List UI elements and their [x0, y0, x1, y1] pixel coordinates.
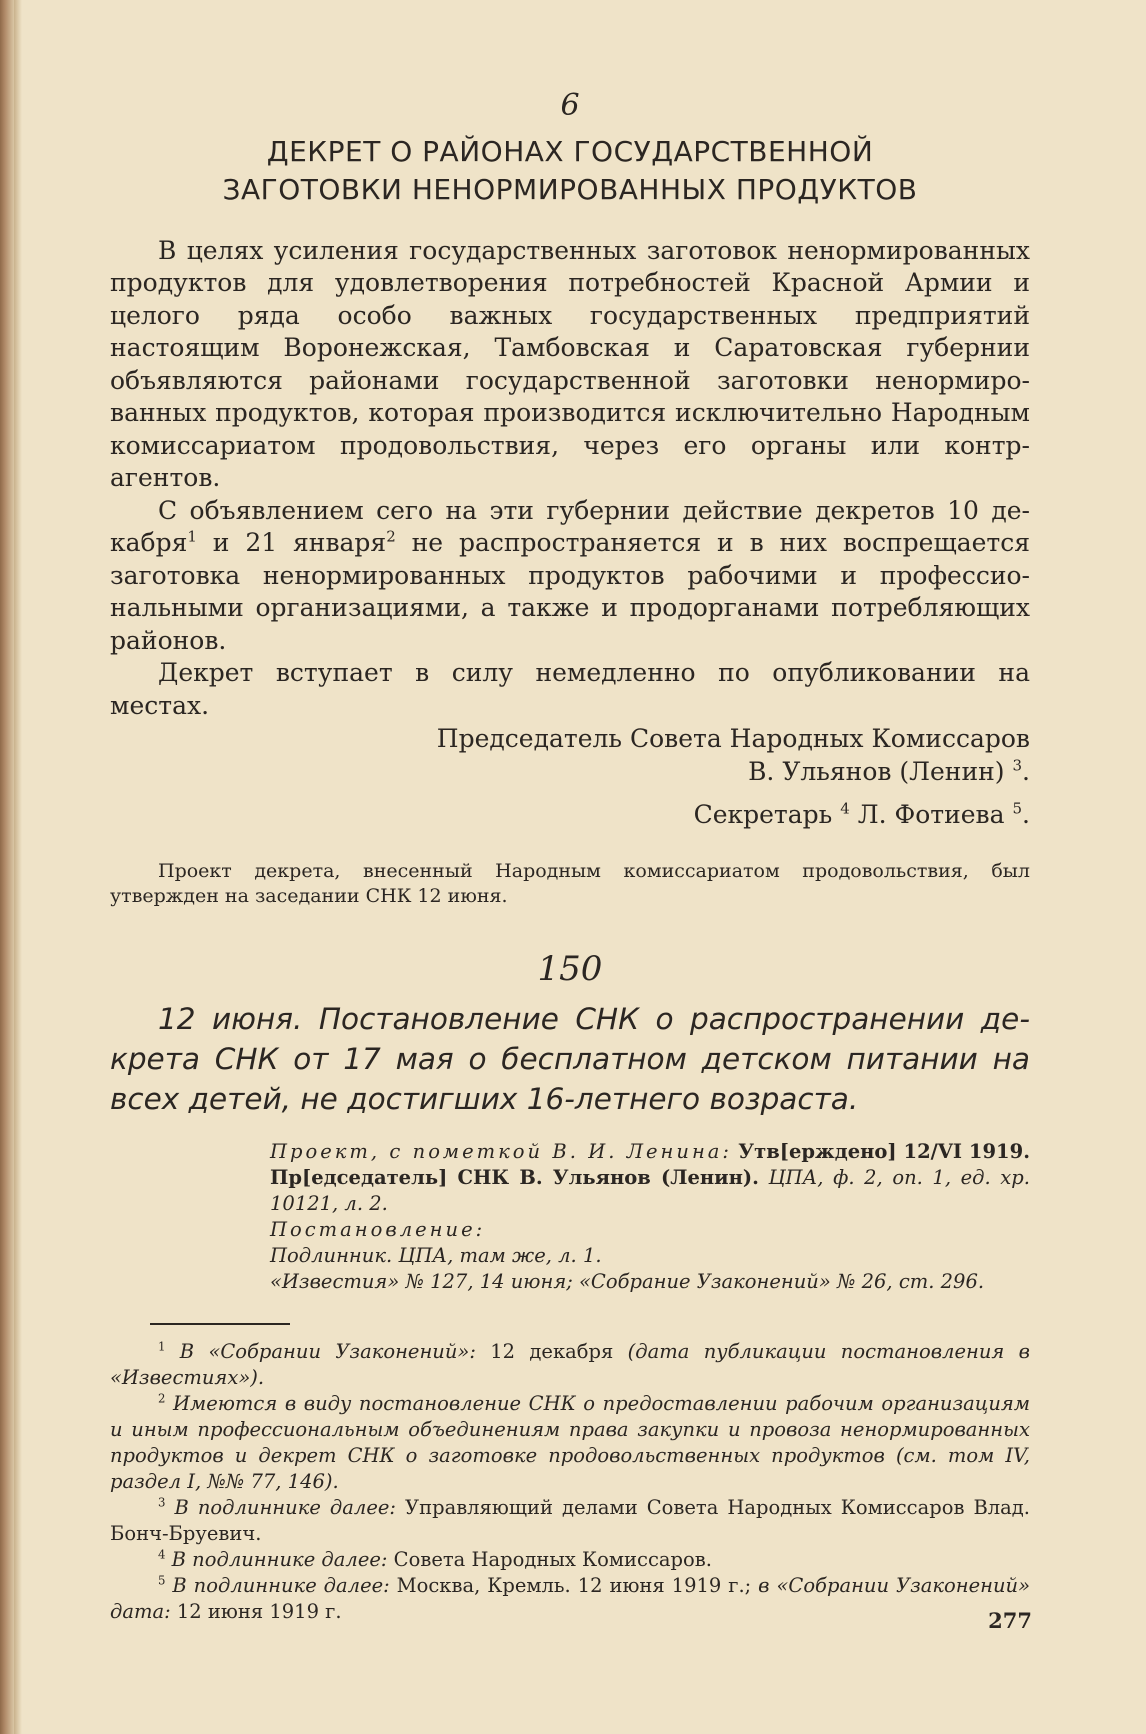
footnote-3 [110, 1495, 1030, 1547]
source-publication: «Известия» № 127, 14 июня; «Собрание Узаконений» № 26, ст. 296. [270, 1270, 985, 1294]
footnote-4 [110, 1547, 1030, 1573]
footnote-ref-4: 4 [840, 799, 850, 818]
document-title: 12 июня. Постановление СНК о распространении декрета СНК от 17 мая о бесплатном детском питании на всех детей, не достигших 16-летнего возраста. [110, 1002, 1030, 1117]
footnote-3-text-a: В подлиннике далее: [165, 1496, 396, 1520]
footnote-rule [150, 1323, 290, 1325]
source-project [270, 1139, 1030, 1217]
footnote-1-number: 1 [158, 1339, 166, 1354]
decree-paragraph-3: Декрет вступает в силу немедленно по опубликовании на местах. [110, 658, 1030, 720]
decree-title [110, 133, 1030, 209]
book-spine-edge [0, 0, 14, 1734]
footnote-4-text-a: В подлиннике далее: [165, 1548, 388, 1572]
secretary-title: Секретарь [693, 800, 833, 830]
sources-block [270, 1139, 1030, 1295]
decree-title-line-1: ДЕКРЕТ О РАЙОНАХ ГОСУДАРСТВЕННОЙ [266, 135, 874, 168]
chair-name: В. Ульянов (Ленин) $^3$. [748, 756, 1030, 787]
paragraph-2-part-2: и 21 января [196, 528, 387, 558]
footnote-1-text-c: (дата публикации постановления в «Известиях»). [110, 1340, 1031, 1390]
footnote-ref-3: 3 [1012, 756, 1023, 775]
footnote-1 [110, 1339, 1030, 1391]
source-project-approval: Утв[ерждено] 12/VI 1919. Пр[едседатель] СНК В. Ульянов (Ленин). [270, 1140, 1030, 1190]
footnote-3-text-b: Управляющий делами Совета Народных Комиссаров Влад. Бонч-Бруевич. [110, 1496, 1030, 1546]
chair-name-text: В. Ульянов (Ленин) [748, 757, 1005, 787]
footnote-1-text-a: В «Собрании Узаконений»: [165, 1340, 476, 1364]
secretary-line: Секретарь $^4$ Л. Фотиева $^5$. [693, 799, 1030, 830]
gutter-shadow [14, 0, 22, 1734]
editorial-note: Проект декрета, внесенный Народным комиссариатом продовольствия, был утвержден на заседании СНК 12 июня. [110, 860, 1030, 908]
decree-title-line-2: ЗАГОТОВКИ НЕНОРМИРОВАННЫХ ПРОДУКТОВ [222, 172, 918, 206]
footnote-ref-1: 1 [187, 527, 197, 546]
footnote-5-text-a: В подлиннике далее: [165, 1574, 390, 1598]
source-original: Подлинник. ЦПА, там же, л. 1. [270, 1244, 602, 1268]
footnote-4-text-b: Совета Народных Комиссаров. [387, 1548, 712, 1572]
source-project-label: Проект, с пометкой В. И. Ленина: [270, 1140, 732, 1164]
paragraph-2-part-1: С объявлением сего на эти губернии действие декретов 10 декабря [110, 495, 1030, 558]
footnote-5-text-c: в «Собрании Узаконений» дата: [110, 1574, 1030, 1624]
footnote-3-number: 3 [158, 1495, 166, 1510]
footnote-5 [110, 1573, 1030, 1625]
footnote-2-number: 2 [158, 1391, 166, 1406]
decree-paragraph-1: В целях усиления государственных заготовок ненормированных продуктов для удовлетворения потребностей Красной Армии и целого ряда особо важных государственных предприятий настоящим Воронежская, Тамбовская и Саратовская губернии объявляются районами государственной заготовки ненормированных продуктов, которая производится исключительно Народным комиссариатом продовольствия, через его органы или контрагентов. [110, 235, 1030, 493]
footnote-5-number: 5 [158, 1573, 166, 1588]
footnote-2 [110, 1391, 1030, 1495]
chair-title: Председатель Совета Народных Комиссаров [436, 724, 1030, 754]
paragraph-2-part-3: не распространяется и в них воспрещается заготовка ненормированных продуктов рабочими и профессиональными организациями, а также и продорганами потребляющих районов. [110, 528, 1030, 655]
footnote-1-text-b: 12 декабря [475, 1340, 628, 1364]
document-number: 150 [537, 949, 603, 990]
footnote-5-text-b: Москва, Кремль. 12 июня 1919 г.; [389, 1574, 759, 1598]
footnote-ref-2: 2 [386, 527, 396, 546]
footnote-2-text: Имеются в виду постановление СНК о предоставлении рабочим организациям и иным профессиональным объединениям права закупки и провоза ненормированных продуктов и декрет СНК о заготовке продовольственных продуктов (см. том IV, раздел I, №№ 77, 146). [110, 1392, 1030, 1494]
decree-paragraph-2 [110, 495, 1030, 658]
footnote-5-text-d: 12 июня 1919 г. [170, 1600, 342, 1624]
page-number: 277 [988, 1608, 1032, 1633]
footnote-ref-5: 5 [1012, 799, 1023, 818]
secretary-name: Л. Фотиева [849, 800, 1005, 830]
section-number: 6 [560, 88, 580, 123]
source-resolution-label: Постановление: [270, 1218, 486, 1242]
footnote-4-number: 4 [158, 1547, 166, 1562]
page-content [110, 80, 1030, 1625]
source-project-archive: ЦПА, ф. 2, оп. 1, ед. хр. 10121, л. 2. [270, 1166, 1030, 1216]
